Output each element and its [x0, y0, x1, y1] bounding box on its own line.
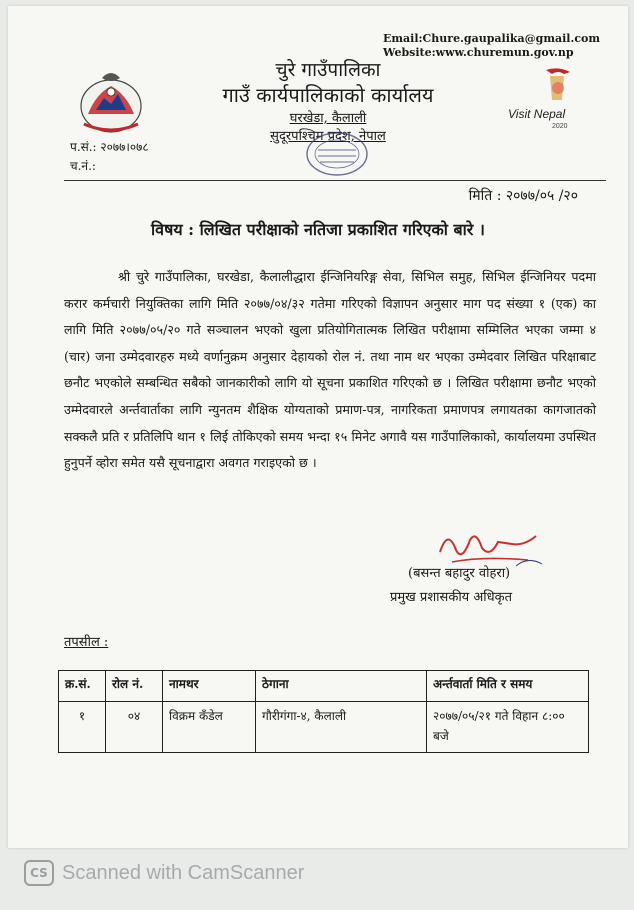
- cell-address: गौरीगंगा-४, कैलाली: [256, 702, 427, 753]
- visit-nepal-text: Visit Nepal: [508, 107, 566, 121]
- cell-interview: २०७७/०५/२१ गते विहान ८:०० बजे: [427, 702, 589, 753]
- header-divider: [64, 180, 606, 181]
- signatory-title: प्रमुख प्रशासकीय अधिकृत: [390, 590, 513, 605]
- office-province: सुदूरपश्चिम प्रदेश, नेपाल: [270, 129, 386, 144]
- col-serial: क्र.सं.: [59, 671, 106, 702]
- document-page: [8, 6, 628, 848]
- results-table: [58, 670, 589, 753]
- table-header-row: [59, 671, 589, 702]
- col-roll: रोल नं.: [106, 671, 163, 702]
- table-row: [59, 702, 589, 753]
- col-address: ठेगाना: [256, 671, 427, 702]
- letter-subject: विषय : लिखित परीक्षाको नतिजा प्रकाशित गरिएको बारे ।: [151, 220, 485, 239]
- camscanner-watermark: Scanned with CamScanner: [62, 862, 305, 884]
- cell-serial: १: [59, 702, 106, 753]
- office-name: गाउँ कार्यपालिकाको कार्यालय: [222, 83, 434, 107]
- office-address: घरखेडा, कैलाली: [289, 111, 367, 126]
- municipality-name: चुरे गाउँपालिका: [275, 59, 381, 81]
- letter-date: मिति : २०७७/०५ /२०: [468, 188, 578, 204]
- col-interview: अर्न्तवार्ता मिति र समय: [427, 671, 589, 702]
- office-stamp-icon: [304, 130, 370, 178]
- cell-roll: ०४: [106, 702, 163, 753]
- signatory-name: (बसन्त बहादुर वोहरा): [408, 566, 511, 581]
- website-text: Website:www.churemun.gov.np: [382, 46, 574, 59]
- letter-body: श्री चुरे गाउँपालिका, घरखेडा, कैलालीद्धारा ईन्जिनियरिङ्ग सेवा, सिभिल समुह, सिभिल ईन्जिनियर पदमा करार कर्मचारी नियुक्तिका लागि मिति २०७७/०४/३२ गतेमा गरिएको विज्ञापन अनुसार माग पद संख्या १ (एक) का लागि मिति २०७७/०५/२० गते सञ्चालन भएको खुला प्रतियोगितात्मक लिखित परीक्षामा सम्मिलित भएका जम्मा ४ (चार) जना उम्मेदवारहरु मध्ये वर्णानुक्रम अनुसार देहायको रोल नं. तथा नाम थर भएका उम्मेदवार लिखित परिक्षाबाट छनौट भएकोले सम्बन्धित सबैको जानकारीको लागि यो सूचना प्रकाशित गरिएको छ । लिखित परीक्षामा छनौट भएको उम्मेदवारले अर्न्तवार्ताका लागि न्युनतम शैक्षिक योग्यताको प्रमाण-पत्र, नागरिकता प्रमाणपत्र लगायतका कागजातको सक्कलै प्रति र प्रतिलिपि थान १ लिई तोकिएको समय भन्दा १५ मिनेट अगावै यस गाउँपालिकाको, कार्यालयमा उपस्थित हुनुपर्ने व्होरा समेत यसै सूचनाद्वारा अवगत गराइएको छ ।: [64, 269, 596, 471]
- email-text: Email:Chure.gaupalika@gmail.com: [382, 32, 600, 45]
- nepal-emblem-icon: [74, 64, 148, 138]
- contact-info: [383, 32, 600, 60]
- details-label: तपसील :: [64, 635, 109, 650]
- camscanner-logo-icon: CS: [24, 860, 54, 886]
- reference-numbers: [70, 138, 149, 176]
- cell-name: विक्रम कँडेल: [163, 702, 256, 753]
- visit-nepal-year: 2020: [552, 123, 568, 130]
- visit-nepal-logo: [506, 66, 592, 132]
- dispatch-number: च.नं.:: [70, 159, 96, 173]
- col-name: नामथर: [163, 671, 256, 702]
- ref-number: प.सं.: २०७७।०७८: [70, 140, 149, 154]
